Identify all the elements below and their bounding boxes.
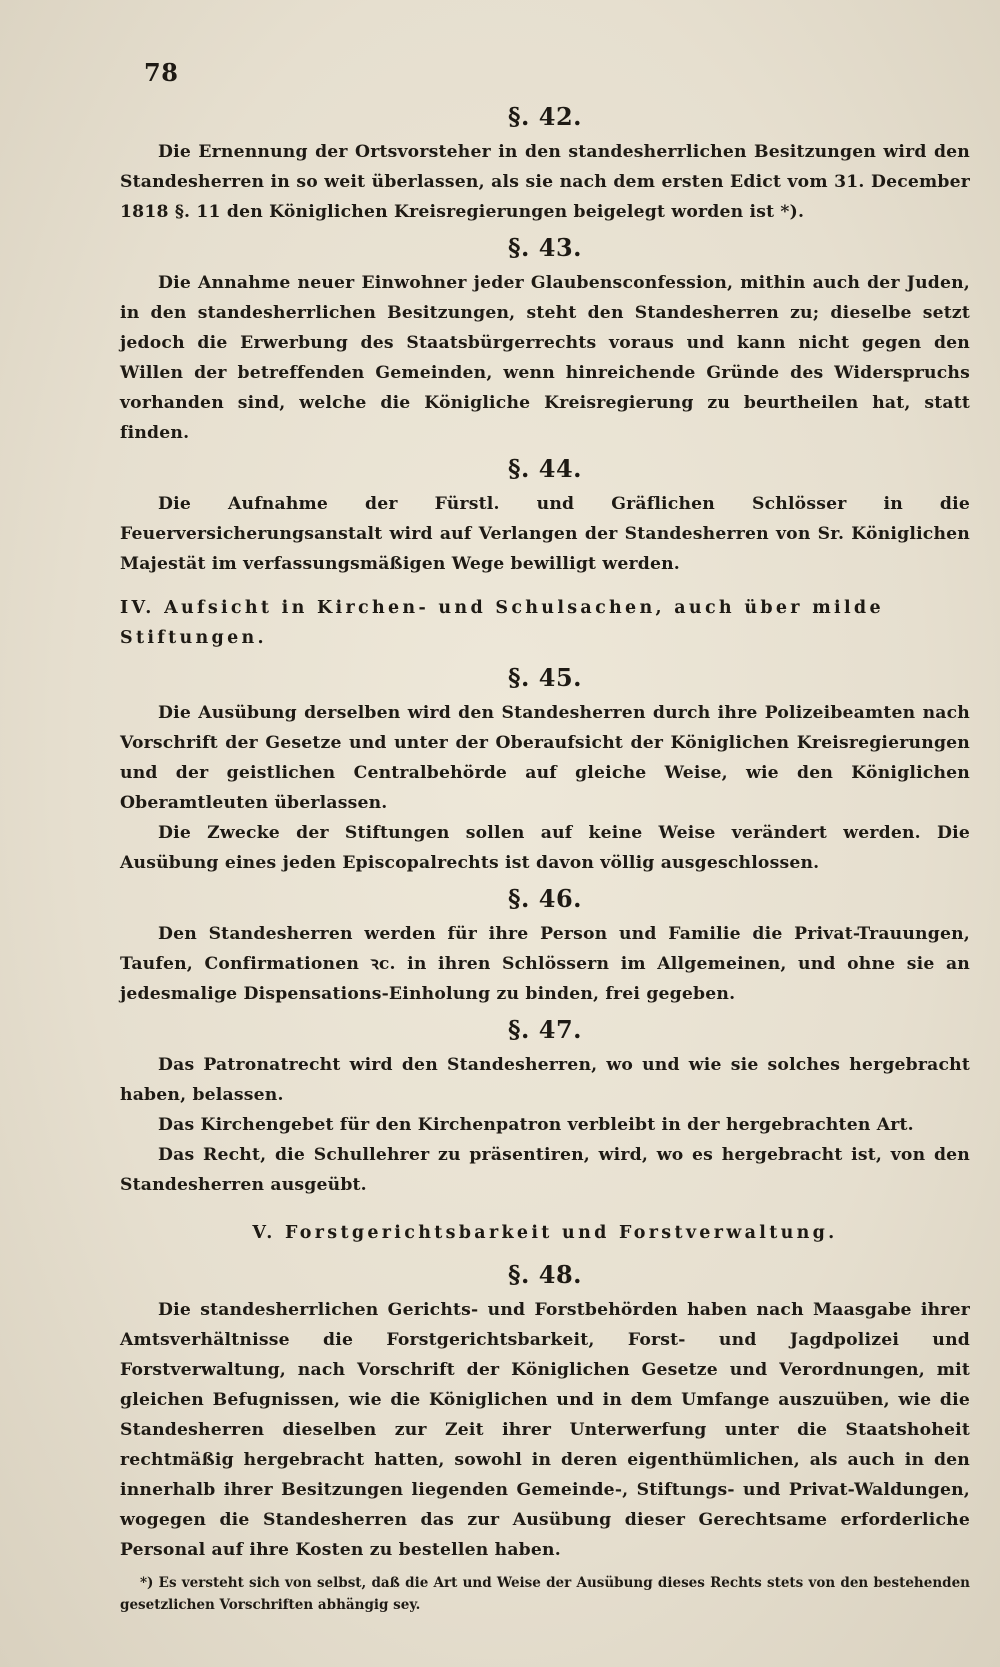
paragraph: Die standesherrlichen Gerichts- und Forstbehörden haben nach Maasgabe ihrer Amtsverhältnisse die Forstgerichtsbarkeit, Forst- und Jagdpolizei und Forstverwaltung, nach Vorschrift der Königlichen Gesetze und Verordnungen, mit gleichen Befugnissen, wie die Königlichen und in dem Umfange auszuüben, wie die Standesherren dieselben zur Zeit ihrer Unterwerfung unter die Staatshoheit rechtmäßig hergebracht hatten, sowohl in deren eigenthümlichen, als auch in den innerhalb ihrer Besitzungen liegenden Gemeinde-, Stiftungs- und Privat-Waldungen, wogegen die Standesherren das zur Ausübung dieser Gerechtsame erforderliche Personal auf ihre Kosten zu bestellen haben. <box>120 1300 970 1560</box>
paragraph: Die Zwecke der Stiftungen sollen auf keine Weise verändert werden. Die Ausübung eines jeden Episcopalrechts ist davon völlig ausgeschlossen. <box>120 823 970 873</box>
page-number: 78 <box>144 58 179 87</box>
section-heading: §. 42. <box>507 102 582 131</box>
main-text <box>120 96 970 1565</box>
paragraph: Das Kirchengebet für den Kirchenpatron verbleibt in der hergebrachten Art. <box>158 1115 914 1135</box>
paragraph: Den Standesherren werden für ihre Person und Familie die Privat-Trauungen, Taufen, Confirmationen ꝛc. in ihren Schlössern im Allgemeinen, und ohne sie an jedesmalige Dispensations-Einholung zu binden, frei gegeben. <box>120 924 970 1004</box>
section-heading: §. 47. <box>507 1015 582 1044</box>
section-heading: §. 45. <box>507 663 582 692</box>
paragraph: Das Patronatrecht wird den Standesherren, wo und wie sie solches hergebracht haben, belassen. <box>120 1055 970 1105</box>
section-heading: §. 48. <box>507 1260 582 1289</box>
paragraph: Die Annahme neuer Einwohner jeder Glaubensconfession, mithin auch der Juden, in den standesherrlichen Besitzungen, steht den Standesherren zu; dieselbe setzt jedoch die Erwerbung des Staatsbürgerrechts voraus und kann nicht gegen den Willen der betreffenden Gemeinden, wenn hinreichende Gründe des Widerspruchs vorhanden sind, welche die Königliche Kreisregierung zu beurtheilen hat, statt finden. <box>120 273 970 443</box>
section-heading: §. 44. <box>507 454 582 483</box>
footnote: *) Es versteht sich von selbst, daß die Art und Weise der Ausübung dieses Rechts stets von den bestehenden gesetzlichen Vorschriften abhängig sey. <box>120 1575 970 1613</box>
paragraph: Die Ernennung der Ortsvorsteher in den standesherrlichen Besitzungen wird den Standesherren in so weit überlassen, als sie nach dem ersten Edict vom 31. December 1818 §. 11 den Königlichen Kreisregierungen beigelegt worden ist *). <box>120 142 970 222</box>
paragraph: Die Aufnahme der Fürstl. und Gräflichen Schlösser in die Feuerversicherungsanstalt wird auf Verlangen der Standesherren von Sr. Königlichen Majestät im verfassungsmäßigen Wege bewilligt werden. <box>120 494 970 574</box>
paragraph: Die Ausübung derselben wird den Standesherren durch ihre Polizeibeamten nach Vorschrift der Gesetze und unter der Oberaufsicht der Königlichen Kreisregierungen und der geistlichen Centralbehörde auf gleiche Weise, wie den Königlichen Oberamtleuten überlassen. <box>120 703 970 813</box>
chapter-heading: V. Forstgerichtsbarkeit und Forstverwaltung. <box>252 1223 838 1243</box>
chapter-heading: IV. Aufsicht in Kirchen- und Schulsachen, auch über milde Stiftungen. <box>120 598 884 648</box>
paragraph: Das Recht, die Schullehrer zu präsentiren, wird, wo es hergebracht ist, von den Standesherren ausgeübt. <box>120 1145 970 1195</box>
section-heading: §. 46. <box>507 884 582 913</box>
section-heading: §. 43. <box>507 233 582 262</box>
